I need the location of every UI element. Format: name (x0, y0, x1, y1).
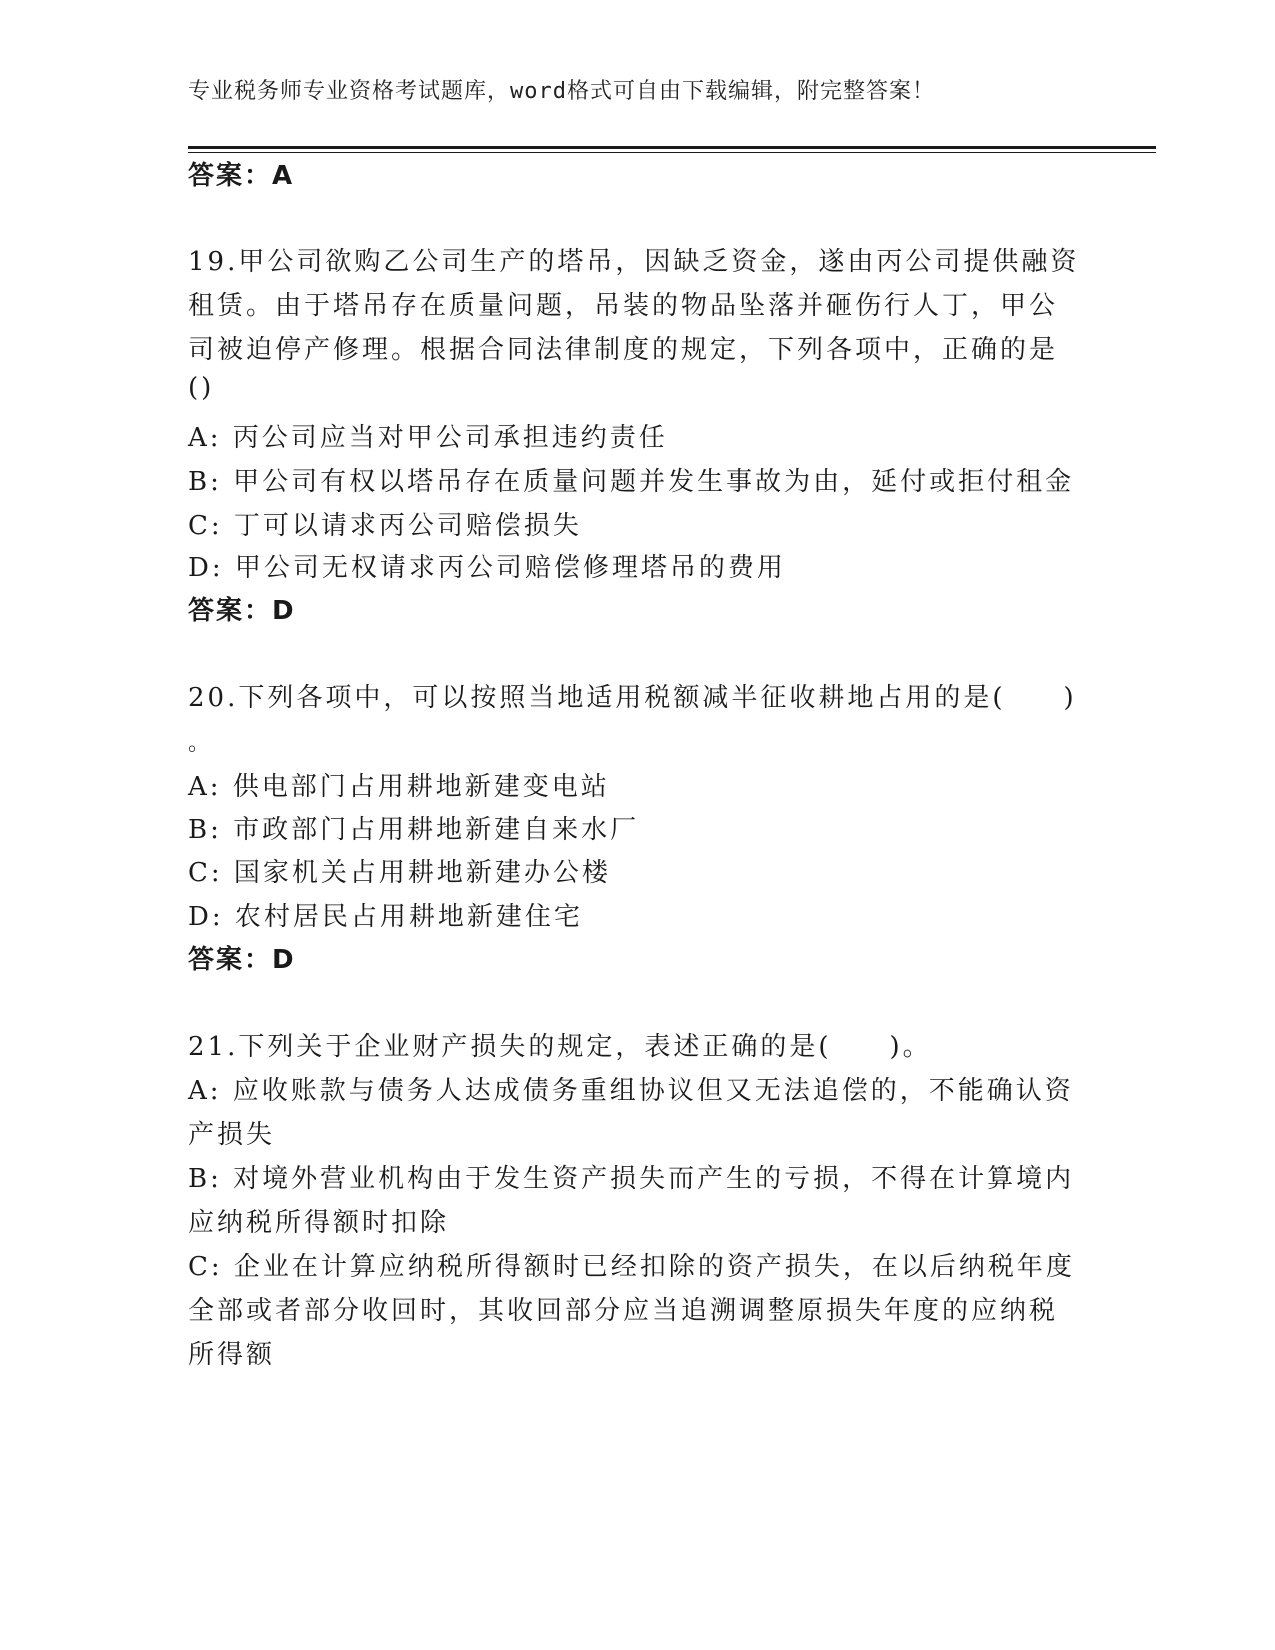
q19-stem-line-4: () (188, 373, 215, 403)
q21-option-a-line-2: 产损失 (188, 1120, 276, 1150)
q21-option-c-line-3: 所得额 (188, 1340, 276, 1370)
q20-option-c: C: 国家机关占用耕地新建办公楼 (188, 858, 611, 888)
q20-stem-line-2: 。 (188, 731, 214, 756)
q21-option-a-line-1: A: 应收账款与债务人达成债务重组协议但又无法追偿的，不能确认资 (188, 1076, 1074, 1106)
header-rule-thick (188, 146, 1156, 149)
q19-option-b: B: 甲公司有权以塔吊存在质量问题并发生事故为由，延付或拒付租金 (188, 467, 1075, 497)
page-header: 专业税务师专业资格考试题库，word格式可自由下载编辑，附完整答案！ (188, 79, 935, 104)
q19-option-c: C: 丁可以请求丙公司赔偿损失 (188, 511, 582, 541)
q20-answer: 答案：D (188, 945, 296, 975)
q19-answer: 答案：D (188, 596, 296, 626)
q20-option-b: B: 市政部门占用耕地新建自来水厂 (188, 815, 640, 845)
q20-option-d: D: 农村居民占用耕地新建住宅 (188, 902, 583, 932)
header-rule-thin (188, 152, 1156, 153)
q21-option-c-line-1: C: 企业在计算应纳税所得额时已经扣除的资产损失，在以后纳税年度 (188, 1252, 1075, 1282)
q19-stem-line-3: 司被迫停产修理。根据合同法律制度的规定，下列各项中，正确的是 (188, 335, 1059, 365)
q20-option-a: A: 供电部门占用耕地新建变电站 (188, 772, 610, 802)
q21-option-c-line-2: 全部或者部分收回时，其收回部分应当追溯调整原损失年度的应纳税 (188, 1296, 1059, 1326)
q19-option-d: D: 甲公司无权请求丙公司赔偿修理塔吊的费用 (188, 553, 786, 583)
q21-option-b-line-1: B: 对境外营业机构由于发生资产损失而产生的亏损，不得在计算境内 (188, 1164, 1075, 1194)
answer-previous: 答案：A (188, 161, 295, 191)
q19-stem-line-1: 19.甲公司欲购乙公司生产的塔吊，因缺乏资金，遂由丙公司提供融资 (188, 247, 1080, 277)
q19-stem-line-2: 租赁。由于塔吊存在质量问题，吊装的物品坠落并砸伤行人丁，甲公 (188, 291, 1059, 321)
q21-stem-line-1: 21.下列关于企业财产损失的规定，表述正确的是( )。 (188, 1032, 932, 1062)
q21-option-b-line-2: 应纳税所得额时扣除 (188, 1208, 450, 1238)
q20-stem-line-1: 20.下列各项中，可以按照当地适用税额减半征收耕地占用的是( ) (188, 683, 1077, 713)
q19-option-a: A: 丙公司应当对甲公司承担违约责任 (188, 423, 668, 453)
